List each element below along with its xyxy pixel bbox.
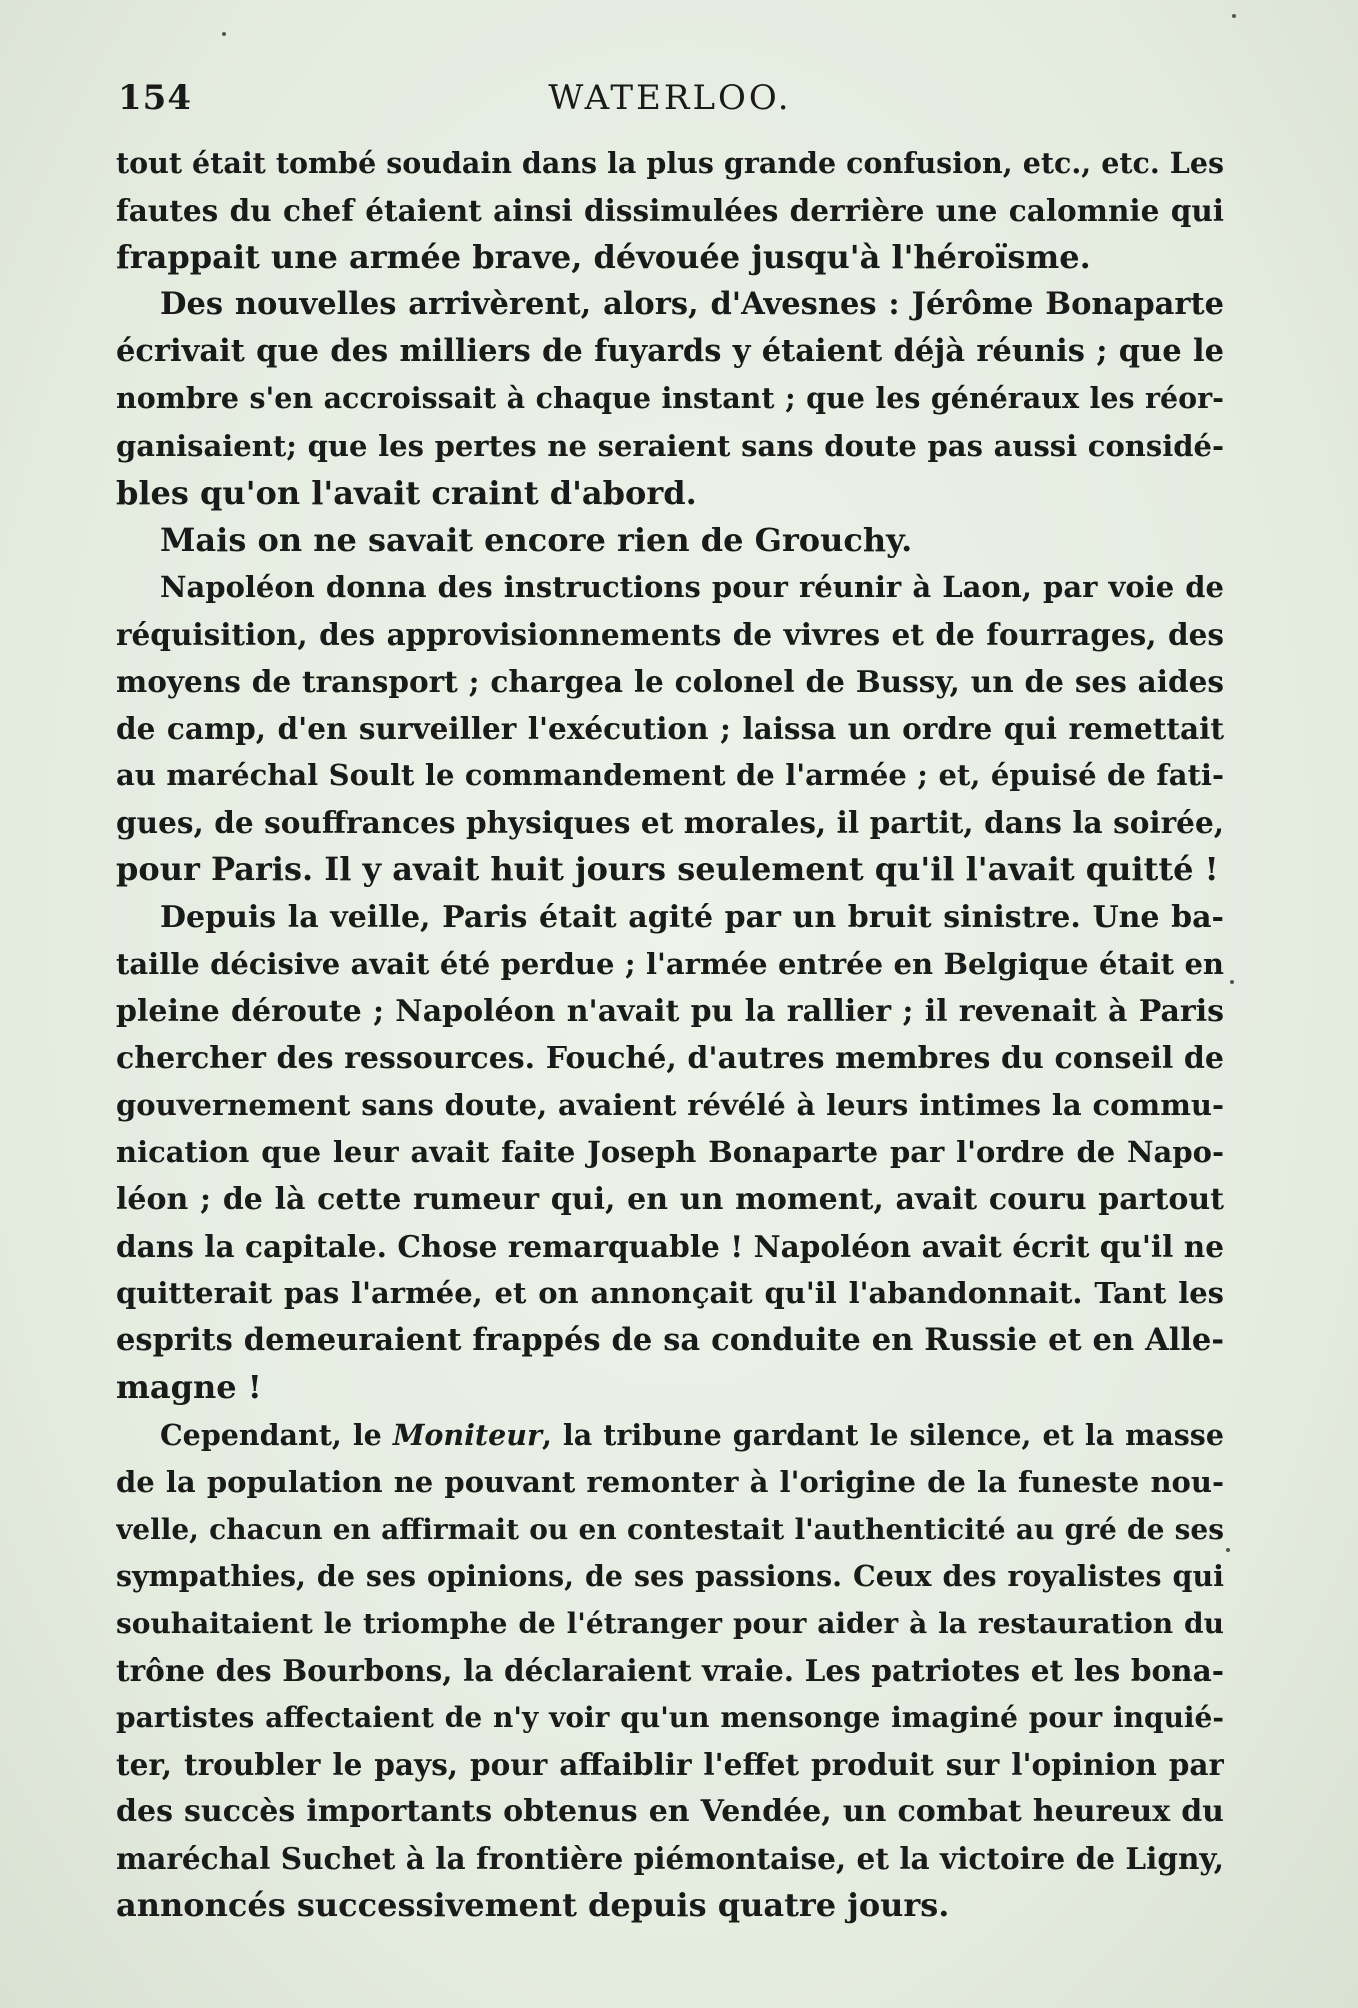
paragraph xyxy=(116,140,1224,281)
paragraph xyxy=(116,894,1224,1412)
paper-speck xyxy=(1230,980,1234,984)
paper-speck xyxy=(222,32,226,36)
text-line: Mais on ne savait encore rien de Grouchy. xyxy=(160,520,913,559)
text-line: partistes affectaient de n'y voir qu'un mensonge imaginé pour inquié- xyxy=(116,1701,1224,1735)
text-line: magne ! xyxy=(116,1368,262,1407)
text-line: taille décisive avait été perdue ; l'armée entrée en Belgique était en xyxy=(116,946,1224,981)
text-line: chercher des ressources. Fouché, d'autres membres du conseil de xyxy=(116,1040,1224,1076)
text-line: velle, chacun en affirmait ou en contestait l'authenticité au gré de ses xyxy=(116,1512,1224,1546)
paragraph xyxy=(116,517,1224,564)
text-line: sympathies, de ses opinions, de ses passions. Ceux des royalistes qui xyxy=(116,1558,1224,1593)
running-title: WATERLOO. xyxy=(548,78,792,118)
text-line: Des nouvelles arrivèrent, alors, d'Avesnes : Jérôme Bonaparte xyxy=(160,286,1224,323)
text-line: annoncés successivement depuis quatre jours. xyxy=(116,1886,950,1925)
text-line: ter, troubler le pays, pour affaiblir l'effet produit sur l'opinion par xyxy=(116,1747,1224,1783)
text-line: pleine déroute ; Napoléon n'avait pu la rallier ; il revenait à Paris xyxy=(116,993,1224,1029)
text-line: quitterait pas l'armée, et on annonçait qu'il l'abandonnait. Tant les xyxy=(116,1276,1224,1311)
text-line: de la population ne pouvant remonter à l'origine de la funeste nou- xyxy=(116,1464,1224,1499)
text-line: gues, de souffrances physiques et morales, il partit, dans la soirée, xyxy=(116,805,1224,841)
text-line: pour Paris. Il y avait huit jours seulement qu'il l'avait quitté ! xyxy=(116,850,1219,889)
text-line: Depuis la veille, Paris était agité par un bruit sinistre. Une ba- xyxy=(160,899,1224,935)
text-line: moyens de transport ; chargea le colonel de Bussy, un de ses aides xyxy=(116,664,1224,700)
paragraph xyxy=(116,564,1224,894)
text-line: nication que leur avait faite Joseph Bonaparte par l'ordre de Napo- xyxy=(116,1134,1224,1169)
text-line: gouvernement sans doute, avaient révélé à leurs intimes la commu- xyxy=(116,1087,1224,1122)
text-line: nombre s'en accroissait à chaque instant ; que les généraux les réor- xyxy=(116,381,1224,416)
text-line: léon ; de là cette rumeur qui, en un moment, avait couru partout xyxy=(116,1182,1224,1218)
text-line: dans la capitale. Chose remarquable ! Napoléon avait écrit qu'il ne xyxy=(116,1229,1224,1265)
paragraph xyxy=(116,1412,1224,1930)
text-line: fautes du chef étaient ainsi dissimulées derrière une calomnie qui xyxy=(116,193,1224,229)
text-line: esprits demeuraient frappés de sa conduite en Russie et en Alle- xyxy=(116,1322,1224,1359)
text-line: Napoléon donna des instructions pour réunir à Laon, par voie de xyxy=(160,569,1224,604)
text-line: Cependant, le Moniteur, la tribune gardant le silence, et la masse xyxy=(160,1417,1224,1452)
text-line: frappait une armée brave, dévouée jusqu'à l'héroïsme. xyxy=(116,238,1091,277)
text-line: tout était tombé soudain dans la plus grande confusion, etc., etc. Les xyxy=(116,146,1224,180)
paper-speck xyxy=(1226,1548,1230,1552)
text-line: de camp, d'en surveiller l'exécution ; laissa un ordre qui remettait xyxy=(116,711,1224,747)
page-number: 154 xyxy=(118,78,192,118)
text-line: ganisaient; que les pertes ne seraient sans doute pas aussi considé- xyxy=(116,428,1224,463)
text-line: des succès importants obtenus en Vendée, un combat heureux du xyxy=(116,1794,1224,1830)
paper-speck xyxy=(1232,14,1236,18)
paragraph xyxy=(116,281,1224,516)
text-line: écrivait que des milliers de fuyards y étaient déjà réunis ; que le xyxy=(116,333,1224,370)
text-line: réquisition, des approvisionnements de vivres et de fourrages, des xyxy=(116,616,1224,652)
page-header xyxy=(118,78,1222,128)
body-text xyxy=(116,140,1224,1930)
text-line: maréchal Suchet à la frontière piémontaise, et la victoire de Ligny, xyxy=(116,1841,1224,1877)
text-line: souhaitaient le triomphe de l'étranger pour aider à la restauration du xyxy=(116,1606,1224,1640)
text-line: trône des Bourbons, la déclaraient vraie. Les patriotes et les bona- xyxy=(116,1653,1224,1688)
text-line: bles qu'on l'avait craint d'abord. xyxy=(116,473,697,512)
text-line: au maréchal Soult le commandement de l'armée ; et, épuisé de fati- xyxy=(116,758,1224,793)
